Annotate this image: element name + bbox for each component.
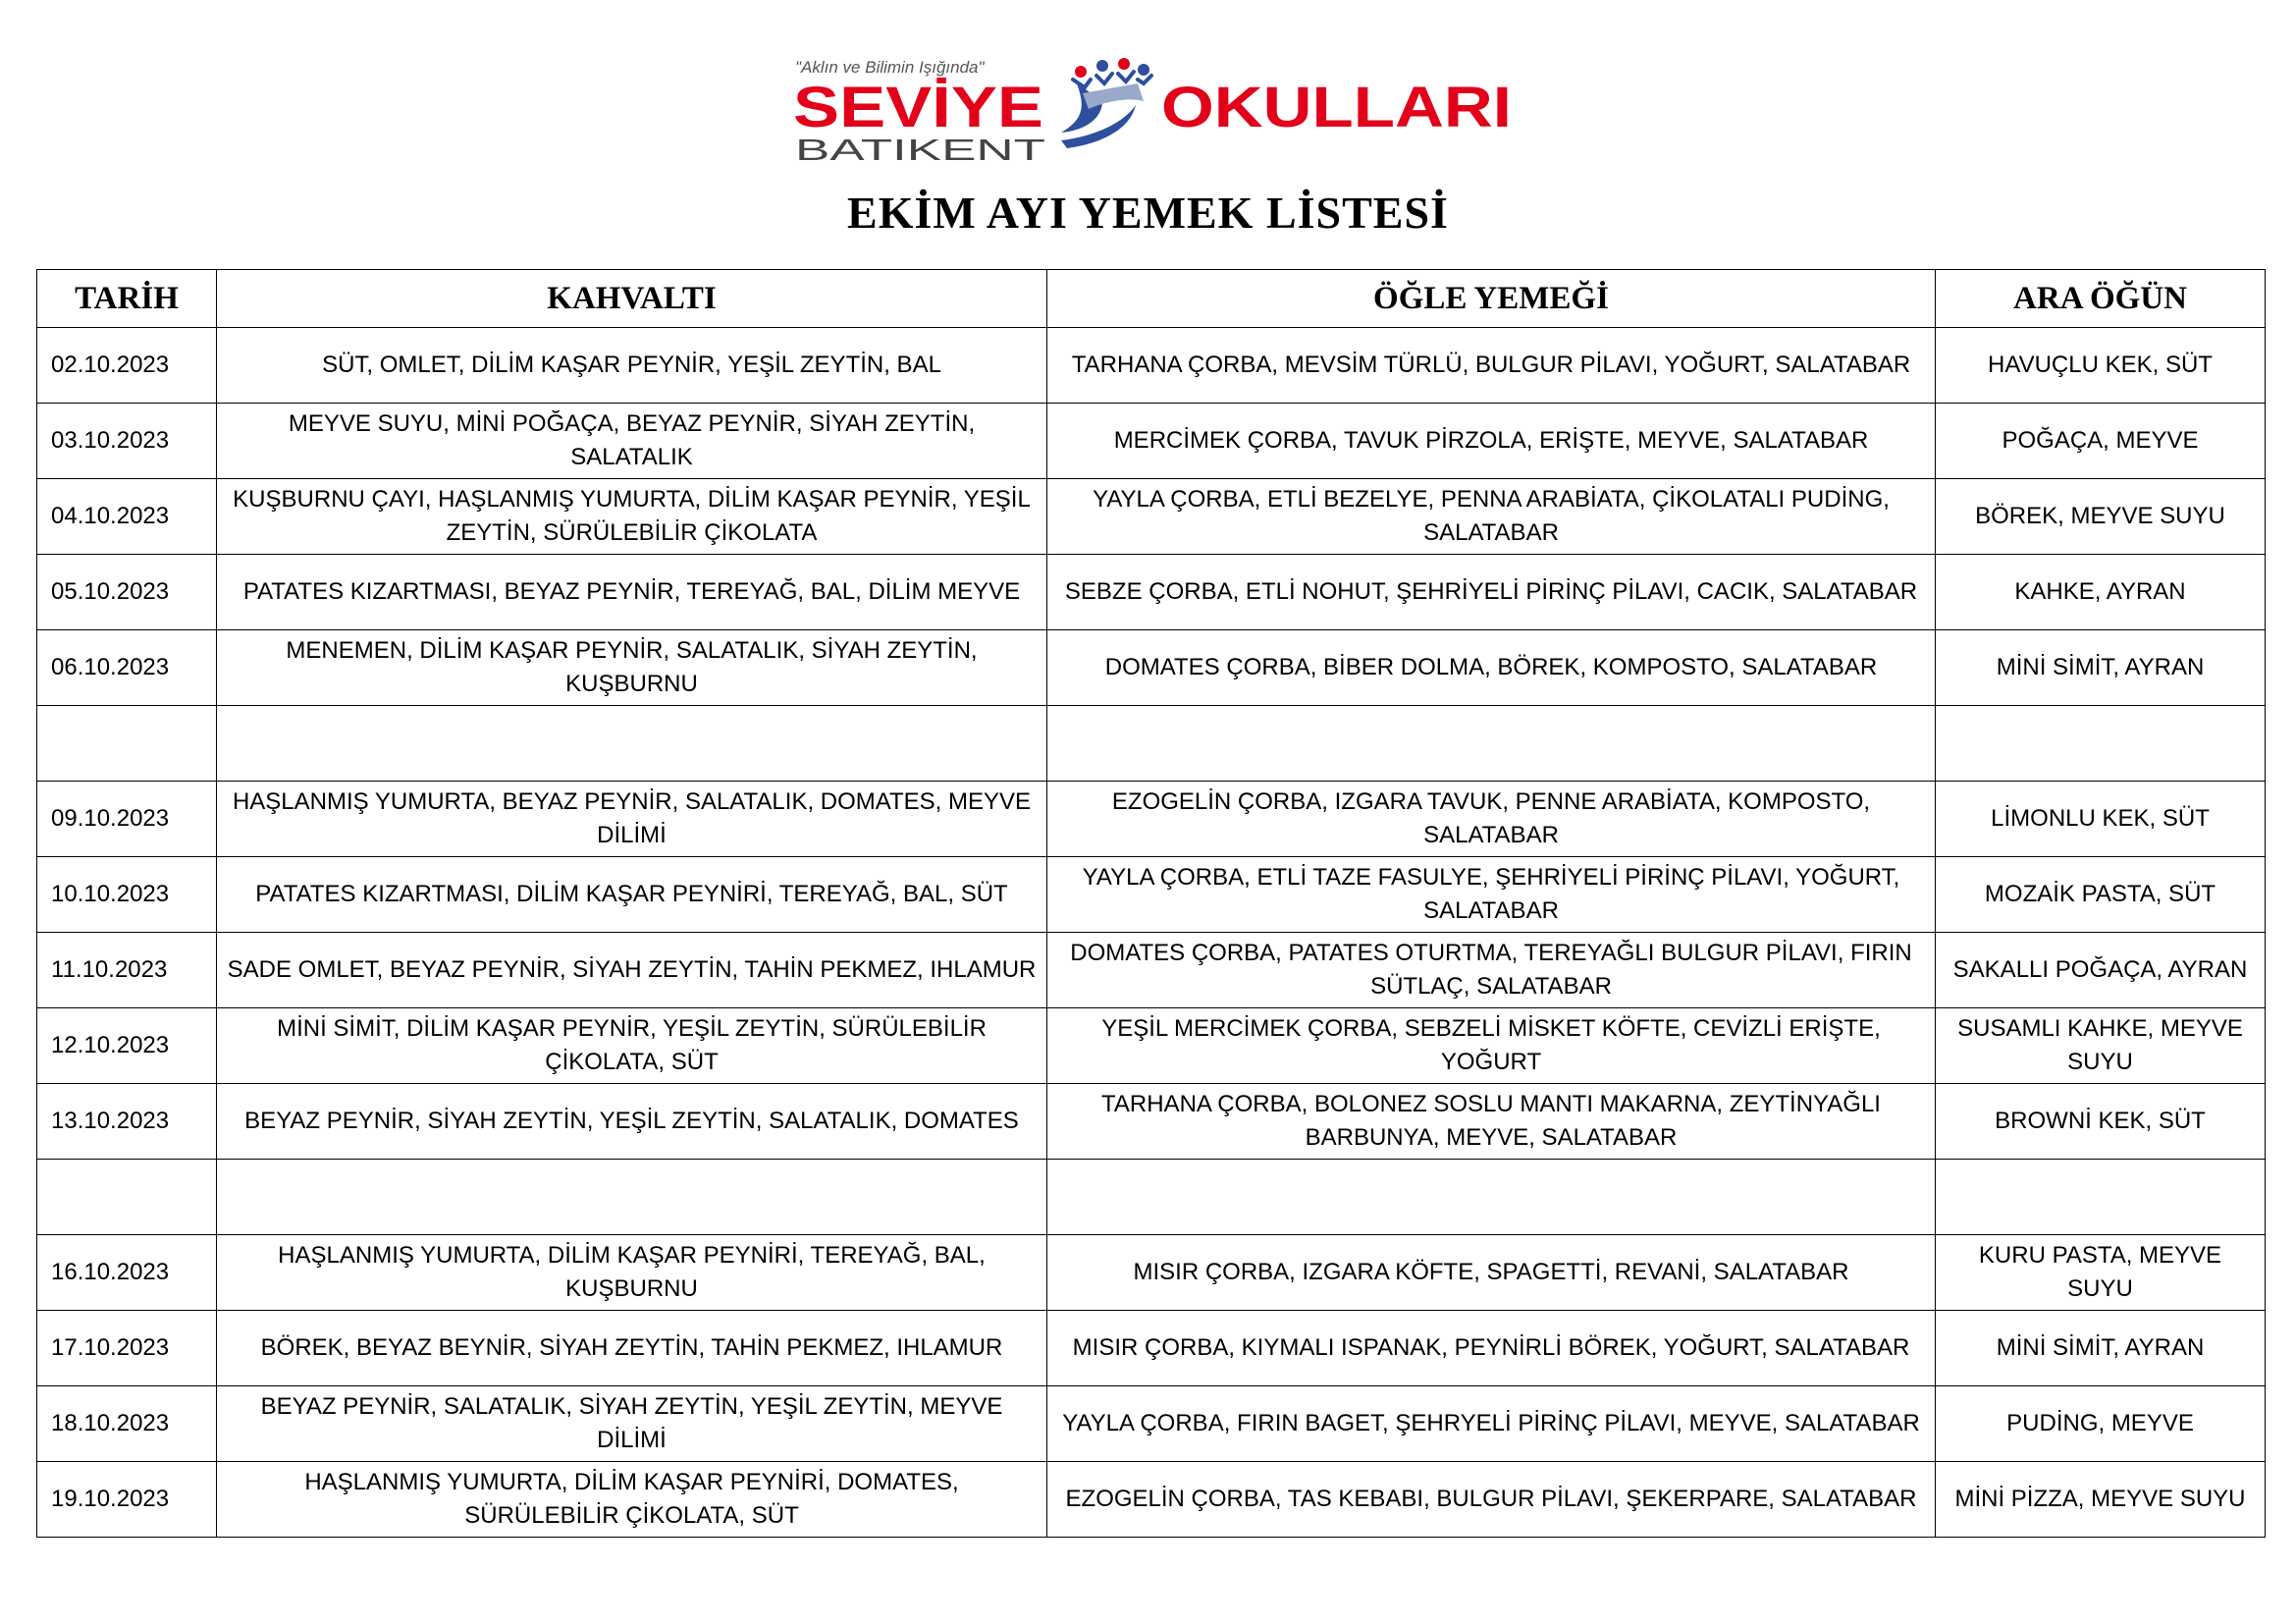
lunch-cell: TARHANA ÇORBA, BOLONEZ SOSLU MANTI MAKARNA, ZEYTİNYAĞLI BARBUNYA, MEYVE, SALATABAR: [1047, 1084, 1936, 1160]
snack-cell: SAKALLI POĞAÇA, AYRAN: [1936, 933, 2266, 1008]
date-cell: [37, 1160, 217, 1235]
date-cell: 09.10.2023: [37, 782, 217, 857]
breakfast-cell: HAŞLANMIŞ YUMURTA, BEYAZ PEYNİR, SALATALIK, DOMATES, MEYVE DİLİMİ: [217, 782, 1047, 857]
lunch-cell: YAYLA ÇORBA, ETLİ TAZE FASULYE, ŞEHRİYELİ PİRİNÇ PİLAVI, YOĞURT, SALATABAR: [1047, 857, 1936, 933]
weekend-spacer-row: [37, 706, 2266, 782]
date-cell: [37, 706, 217, 782]
header-snack: ARA ÖĞÜN: [1936, 270, 2266, 328]
weekend-spacer-row: [37, 1160, 2266, 1235]
breakfast-cell: SÜT, OMLET, DİLİM KAŞAR PEYNİR, YEŞİL ZEYTİN, BAL: [217, 328, 1047, 404]
snack-cell: POĞAÇA, MEYVE: [1936, 404, 2266, 479]
page-title: EKİM AYI YEMEK LİSTESİ: [847, 188, 1449, 238]
table-row: [37, 1008, 2266, 1084]
date-cell: 06.10.2023: [37, 630, 217, 706]
lunch-cell: MISIR ÇORBA, KIYMALI ISPANAK, PEYNİRLİ BÖREK, YOĞURT, SALATABAR: [1047, 1311, 1936, 1386]
snack-cell: KAHKE, AYRAN: [1936, 555, 2266, 630]
breakfast-cell: [217, 706, 1047, 782]
lunch-cell: DOMATES ÇORBA, BİBER DOLMA, BÖREK, KOMPOSTO, SALATABAR: [1047, 630, 1936, 706]
lunch-cell: EZOGELİN ÇORBA, IZGARA TAVUK, PENNE ARABİATA, KOMPOSTO, SALATABAR: [1047, 782, 1936, 857]
breakfast-cell: MENEMEN, DİLİM KAŞAR PEYNİR, SALATALIK, SİYAH ZEYTİN, KUŞBURNU: [217, 630, 1047, 706]
table-row: [37, 1462, 2266, 1538]
table-row: [37, 857, 2266, 933]
header-date: TARİH: [37, 270, 217, 328]
table-header: [37, 270, 2266, 328]
breakfast-cell: BÖREK, BEYAZ BEYNİR, SİYAH ZEYTİN, TAHİN PEKMEZ, IHLAMUR: [217, 1311, 1047, 1386]
snack-cell: LİMONLU KEK, SÜT: [1936, 782, 2266, 857]
header-lunch: ÖĞLE YEMEĞİ: [1047, 270, 1936, 328]
lunch-cell: TARHANA ÇORBA, MEVSİM TÜRLÜ, BULGUR PİLAVI, YOĞURT, SALATABAR: [1047, 328, 1936, 404]
snack-cell: MİNİ SİMİT, AYRAN: [1936, 630, 2266, 706]
table-row: [37, 1235, 2266, 1311]
lunch-cell: [1047, 706, 1936, 782]
breakfast-cell: MEYVE SUYU, MİNİ POĞAÇA, BEYAZ PEYNİR, SİYAH ZEYTİN, SALATALIK: [217, 404, 1047, 479]
table-row: [37, 328, 2266, 404]
logo-slogan: "Aklın ve Bilimin Işığında": [795, 58, 985, 77]
lunch-cell: MISIR ÇORBA, IZGARA KÖFTE, SPAGETTİ, REVANİ, SALATABAR: [1047, 1235, 1936, 1311]
snack-cell: MİNİ PİZZA, MEYVE SUYU: [1936, 1462, 2266, 1538]
table-row: [37, 1386, 2266, 1462]
table-row: [37, 782, 2266, 857]
snack-cell: [1936, 1160, 2266, 1235]
date-cell: 10.10.2023: [37, 857, 217, 933]
snack-cell: KURU PASTA, MEYVE SUYU: [1936, 1235, 2266, 1311]
table-body: [37, 328, 2266, 1538]
date-cell: 13.10.2023: [37, 1084, 217, 1160]
breakfast-cell: HAŞLANMIŞ YUMURTA, DİLİM KAŞAR PEYNİRİ, DOMATES, SÜRÜLEBİLİR ÇİKOLATA, SÜT: [217, 1462, 1047, 1538]
table-row: [37, 1311, 2266, 1386]
snack-cell: BÖREK, MEYVE SUYU: [1936, 479, 2266, 555]
meal-table: [36, 269, 2266, 1538]
lunch-cell: EZOGELİN ÇORBA, TAS KEBABI, BULGUR PİLAVI, ŞEKERPARE, SALATABAR: [1047, 1462, 1936, 1538]
logo-name-right: OKULLARI: [1161, 76, 1512, 139]
breakfast-cell: BEYAZ PEYNİR, SALATALIK, SİYAH ZEYTİN, YEŞİL ZEYTİN, MEYVE DİLİMİ: [217, 1386, 1047, 1462]
table-row: [37, 933, 2266, 1008]
breakfast-cell: PATATES KIZARTMASI, DİLİM KAŞAR PEYNİRİ, TEREYAĞ, BAL, SÜT: [217, 857, 1047, 933]
snack-cell: BROWNİ KEK, SÜT: [1936, 1084, 2266, 1160]
date-cell: 04.10.2023: [37, 479, 217, 555]
table-row: [37, 479, 2266, 555]
date-cell: 17.10.2023: [37, 1311, 217, 1386]
snack-cell: MOZAİK PASTA, SÜT: [1936, 857, 2266, 933]
table-row: [37, 404, 2266, 479]
lunch-cell: YAYLA ÇORBA, FIRIN BAGET, ŞEHRYELİ PİRİNÇ PİLAVI, MEYVE, SALATABAR: [1047, 1386, 1936, 1462]
date-cell: 19.10.2023: [37, 1462, 217, 1538]
date-cell: 05.10.2023: [37, 555, 217, 630]
breakfast-cell: HAŞLANMIŞ YUMURTA, DİLİM KAŞAR PEYNİRİ, TEREYAĞ, BAL, KUŞBURNU: [217, 1235, 1047, 1311]
logo-mark-icon: [1061, 58, 1151, 148]
date-cell: 02.10.2023: [37, 328, 217, 404]
lunch-cell: SEBZE ÇORBA, ETLİ NOHUT, ŞEHRİYELİ PİRİNÇ PİLAVI, CACIK, SALATABAR: [1047, 555, 1936, 630]
lunch-cell: YAYLA ÇORBA, ETLİ BEZELYE, PENNA ARABİATA, ÇİKOLATALI PUDİNG, SALATABAR: [1047, 479, 1936, 555]
breakfast-cell: PATATES KIZARTMASI, BEYAZ PEYNİR, TEREYAĞ, BAL, DİLİM MEYVE: [217, 555, 1047, 630]
snack-cell: SUSAMLI KAHKE, MEYVE SUYU: [1936, 1008, 2266, 1084]
header-row: [37, 270, 2266, 328]
table-row: [37, 555, 2266, 630]
breakfast-cell: BEYAZ PEYNİR, SİYAH ZEYTİN, YEŞİL ZEYTİN, SALATALIK, DOMATES: [217, 1084, 1047, 1160]
lunch-cell: YEŞİL MERCİMEK ÇORBA, SEBZELİ MİSKET KÖFTE, CEVİZLİ ERİŞTE, YOĞURT: [1047, 1008, 1936, 1084]
lunch-cell: MERCİMEK ÇORBA, TAVUK PİRZOLA, ERİŞTE, MEYVE, SALATABAR: [1047, 404, 1936, 479]
breakfast-cell: SADE OMLET, BEYAZ PEYNİR, SİYAH ZEYTİN, TAHİN PEKMEZ, IHLAMUR: [217, 933, 1047, 1008]
snack-cell: [1936, 706, 2266, 782]
logo-campus: BATIKENT: [795, 133, 1046, 167]
header-breakfast: KAHVALTI: [217, 270, 1047, 328]
logo-name-left: SEVİYE: [793, 76, 1043, 139]
lunch-cell: DOMATES ÇORBA, PATATES OTURTMA, TEREYAĞLI BULGUR PİLAVI, FIRIN SÜTLAÇ, SALATABAR: [1047, 933, 1936, 1008]
snack-cell: PUDİNG, MEYVE: [1936, 1386, 2266, 1462]
lunch-cell: [1047, 1160, 1936, 1235]
breakfast-cell: [217, 1160, 1047, 1235]
snack-cell: MİNİ SİMİT, AYRAN: [1936, 1311, 2266, 1386]
date-cell: 11.10.2023: [37, 933, 217, 1008]
date-cell: 16.10.2023: [37, 1235, 217, 1311]
table-row: [37, 630, 2266, 706]
breakfast-cell: KUŞBURNU ÇAYI, HAŞLANMIŞ YUMURTA, DİLİM KAŞAR PEYNİR, YEŞİL ZEYTİN, SÜRÜLEBİLİR ÇİKOLATA: [217, 479, 1047, 555]
table-row: [37, 1084, 2266, 1160]
snack-cell: HAVUÇLU KEK, SÜT: [1936, 328, 2266, 404]
school-logo: [790, 54, 1517, 167]
date-cell: 12.10.2023: [37, 1008, 217, 1084]
date-cell: 03.10.2023: [37, 404, 217, 479]
date-cell: 18.10.2023: [37, 1386, 217, 1462]
breakfast-cell: MİNİ SİMİT, DİLİM KAŞAR PEYNİR, YEŞİL ZEYTİN, SÜRÜLEBİLİR ÇİKOLATA, SÜT: [217, 1008, 1047, 1084]
